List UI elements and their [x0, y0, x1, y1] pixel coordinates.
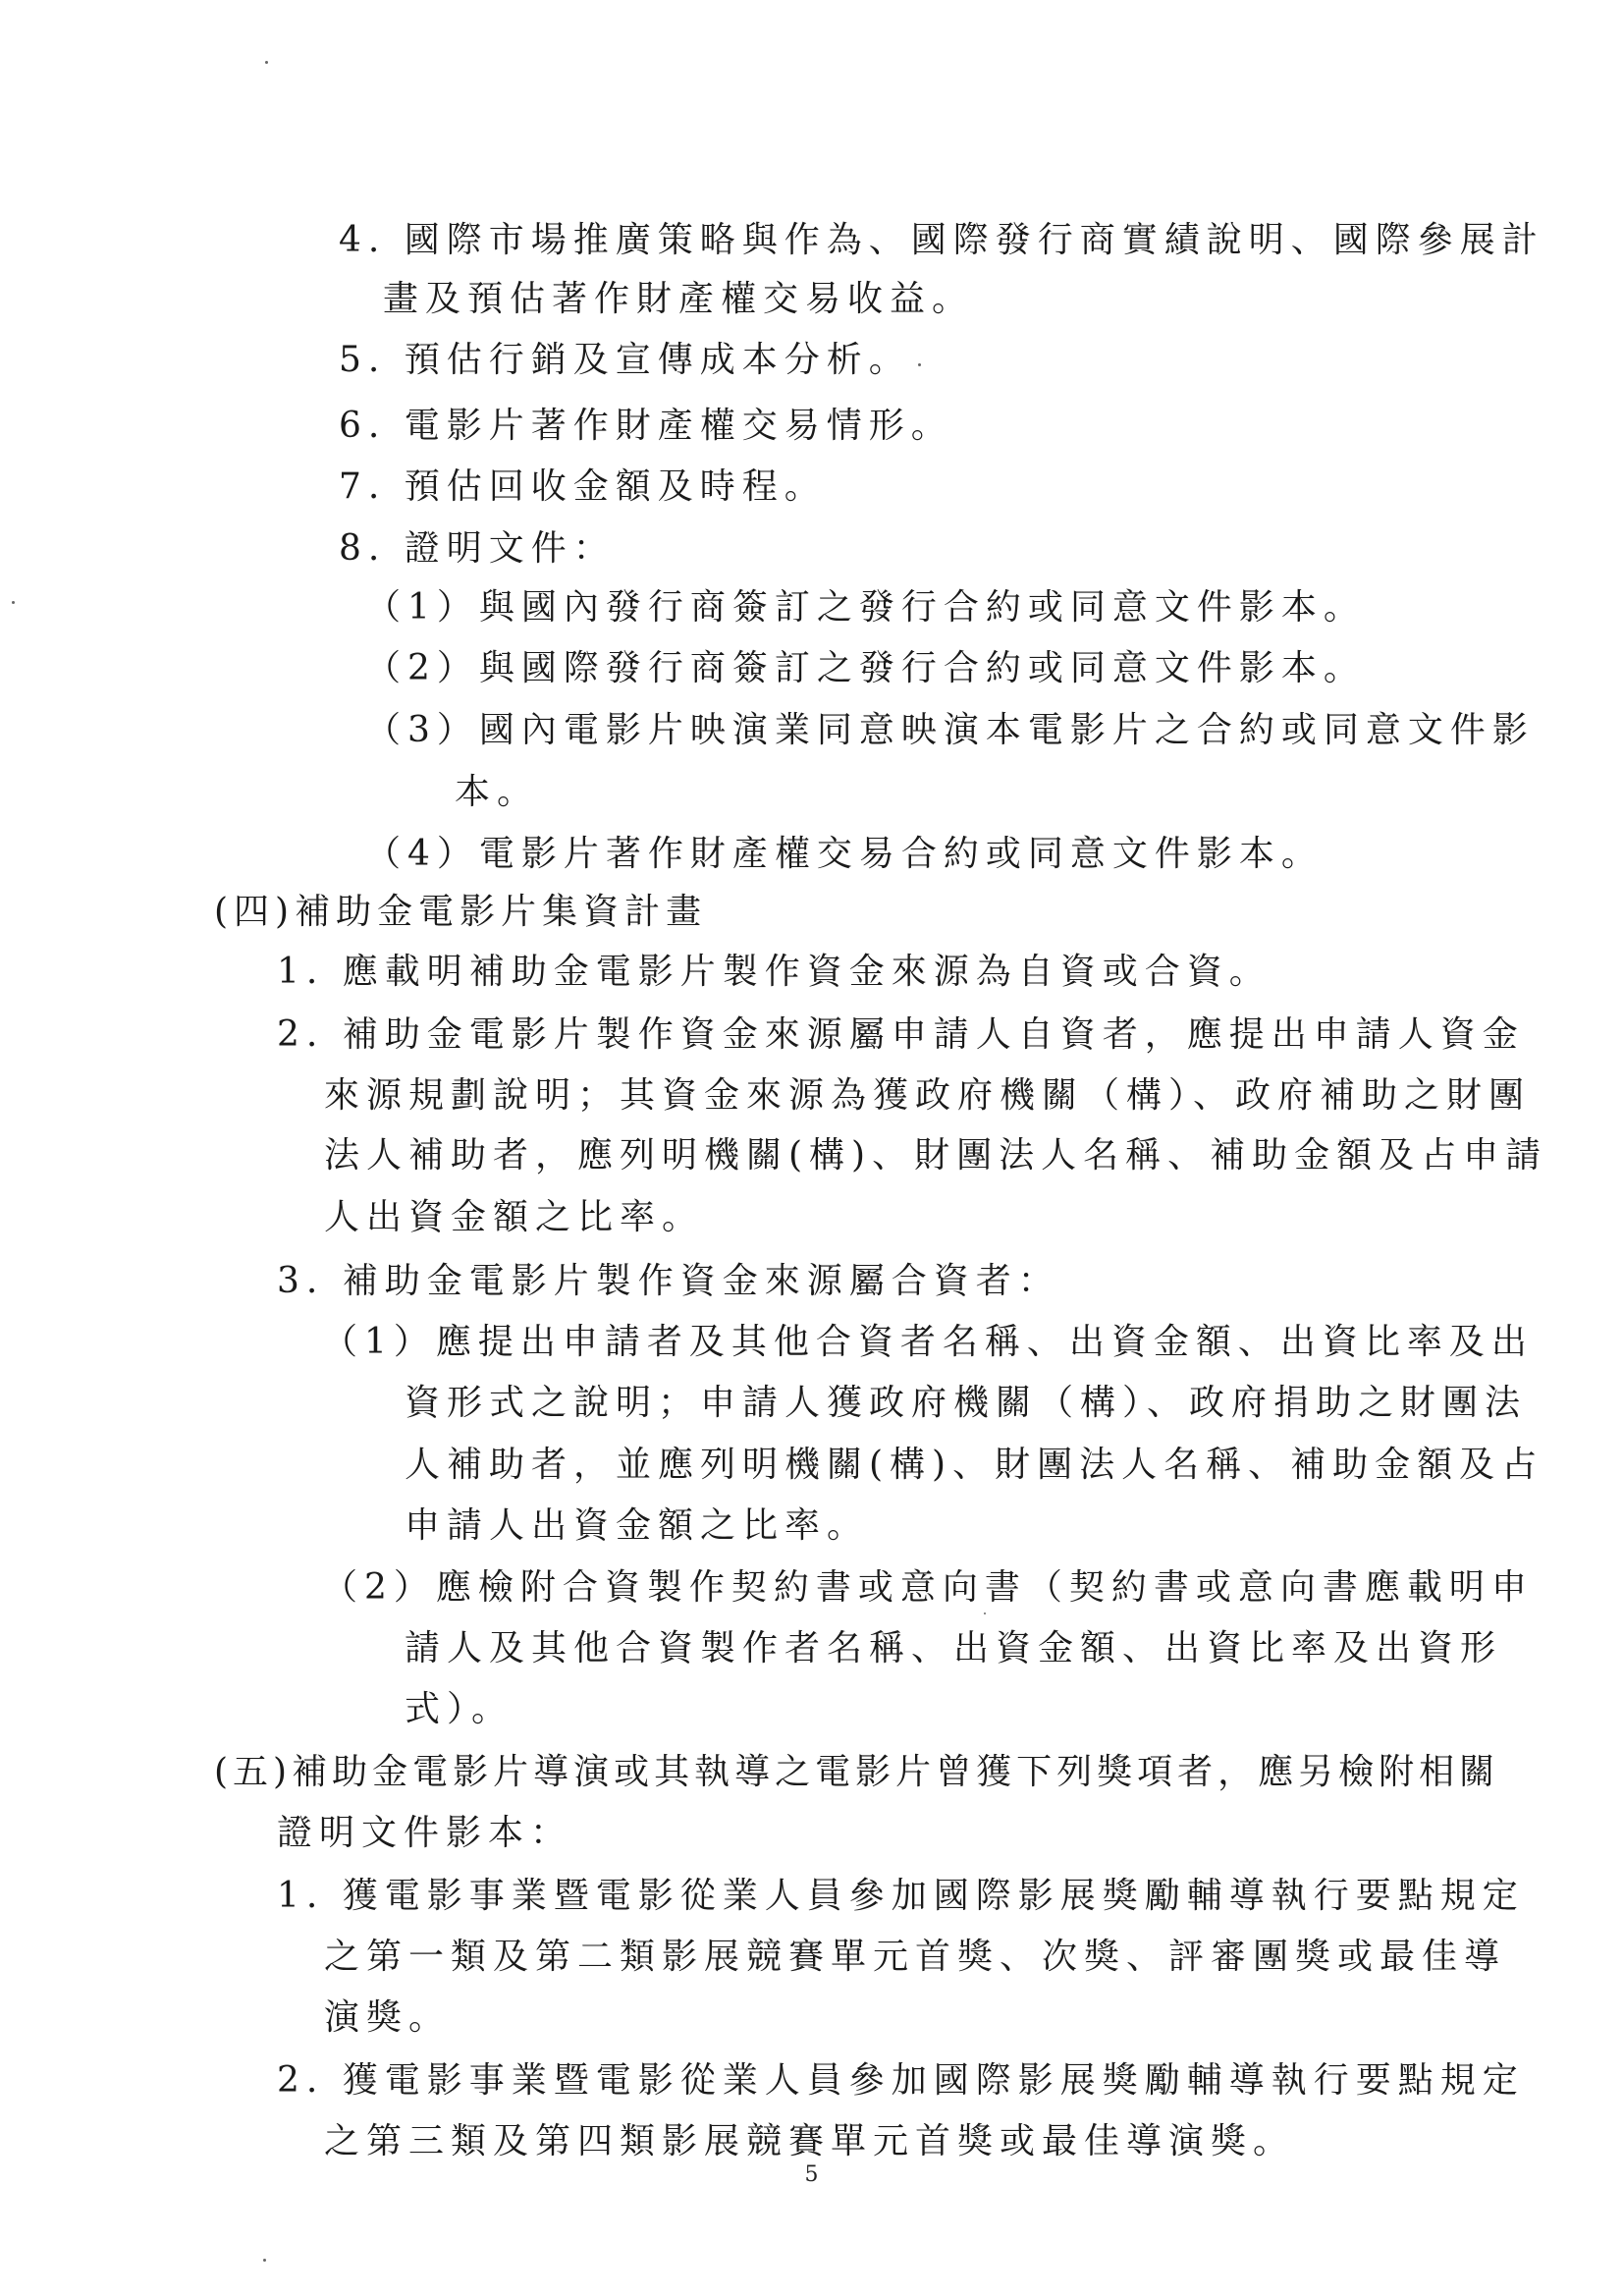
item-8-sub-1: （1）與國內發行商簽訂之發行合約或同意文件影本。: [365, 587, 1366, 628]
award-item-1-line-3: 演獎。: [324, 1997, 452, 2038]
funding-item-3-sub-1-line-2: 資形式之說明；申請人獲政府機關（構）、政府捐助之財團法: [405, 1383, 1528, 1423]
funding-item-3-sub-2-line-1: （2）應檢附合資製作契約書或意向書（契約書或意向書應載明申: [322, 1567, 1534, 1608]
award-item-1-line-2: 之第一類及第二類影展競賽單元首獎、次獎、評審團獎或最佳導: [324, 1937, 1507, 1977]
item-7: 7. 預估回收金額及時程。: [339, 466, 827, 507]
award-item-1-line-1: 1. 獲電影事業暨電影從業人員參加國際影展獎勵輔導執行要點規定: [277, 1876, 1525, 1916]
item-4-line-1: 4. 國際市場推廣策略與作為、國際發行商實績說明、國際參展計: [339, 220, 1544, 260]
scan-speck: [12, 601, 15, 604]
item-8-sub-2: （2）與國際發行商簽訂之發行合約或同意文件影本。: [365, 648, 1366, 688]
item-8: 8. 證明文件：: [339, 528, 616, 569]
funding-item-3: 3. 補助金電影片製作資金來源屬合資者：: [277, 1261, 1060, 1301]
funding-item-3-sub-2-line-3: 式）。: [405, 1689, 514, 1729]
page-number: 5: [804, 2162, 819, 2187]
funding-item-2-line-3: 法人補助者，應列明機關(構)、財團法人名稱、補助金額及占申請: [324, 1135, 1548, 1175]
award-item-2-line-2: 之第三類及第四類影展競賽單元首獎或最佳導演獎。: [324, 2121, 1296, 2161]
item-4-line-2: 畫及預估著作財產權交易收益。: [383, 279, 975, 319]
section-5-heading-line-2: 證明文件影本：: [277, 1813, 573, 1853]
item-8-sub-4: （4）電影片著作財產權交易合約或同意文件影本。: [365, 834, 1324, 874]
item-8-sub-3-line-2: 本。: [455, 772, 540, 812]
funding-item-3-sub-1-line-1: （1）應提出申請者及其他合資者名稱、出資金額、出資比率及出: [322, 1322, 1534, 1362]
section-5-heading-line-1: (五)補助金電影片導演或其執導之電影片曾獲下列獎項者，應另檢附相關: [214, 1752, 1500, 1792]
funding-item-2-line-1: 2. 補助金電影片製作資金來源屬申請人自資者，應提出申請人資金: [277, 1014, 1525, 1055]
scan-speck: [263, 2259, 266, 2262]
award-item-2-line-1: 2. 獲電影事業暨電影從業人員參加國際影展獎勵輔導執行要點規定: [277, 2060, 1525, 2101]
funding-item-1: 1. 應載明補助金電影片製作資金來源為自資或合資。: [277, 952, 1271, 992]
scan-speck: [984, 1613, 986, 1614]
funding-item-2-line-4: 人出資金額之比率。: [324, 1197, 705, 1237]
funding-item-3-sub-1-line-4: 申請人出資金額之比率。: [405, 1505, 870, 1546]
funding-item-3-sub-2-line-2: 請人及其他合資製作者名稱、出資金額、出資比率及出資形: [405, 1628, 1503, 1668]
scan-speck: [918, 363, 921, 366]
section-4-heading: (四)補助金電影片集資計畫: [214, 892, 708, 932]
item-5: 5. 預估行銷及宣傳成本分析。: [339, 340, 911, 380]
funding-item-3-sub-1-line-3: 人補助者，並應列明機關(構)、財團法人名稱、補助金額及占: [405, 1445, 1544, 1485]
funding-item-2-line-2: 來源規劃說明；其資金來源為獲政府機關（構）、政府補助之財團: [324, 1075, 1532, 1116]
item-8-sub-3-line-1: （3）國內電影片映演業同意映演本電影片之合約或同意文件影: [365, 710, 1535, 750]
scan-speck: [265, 61, 268, 64]
item-6: 6. 電影片著作財產權交易情形。: [339, 406, 953, 446]
